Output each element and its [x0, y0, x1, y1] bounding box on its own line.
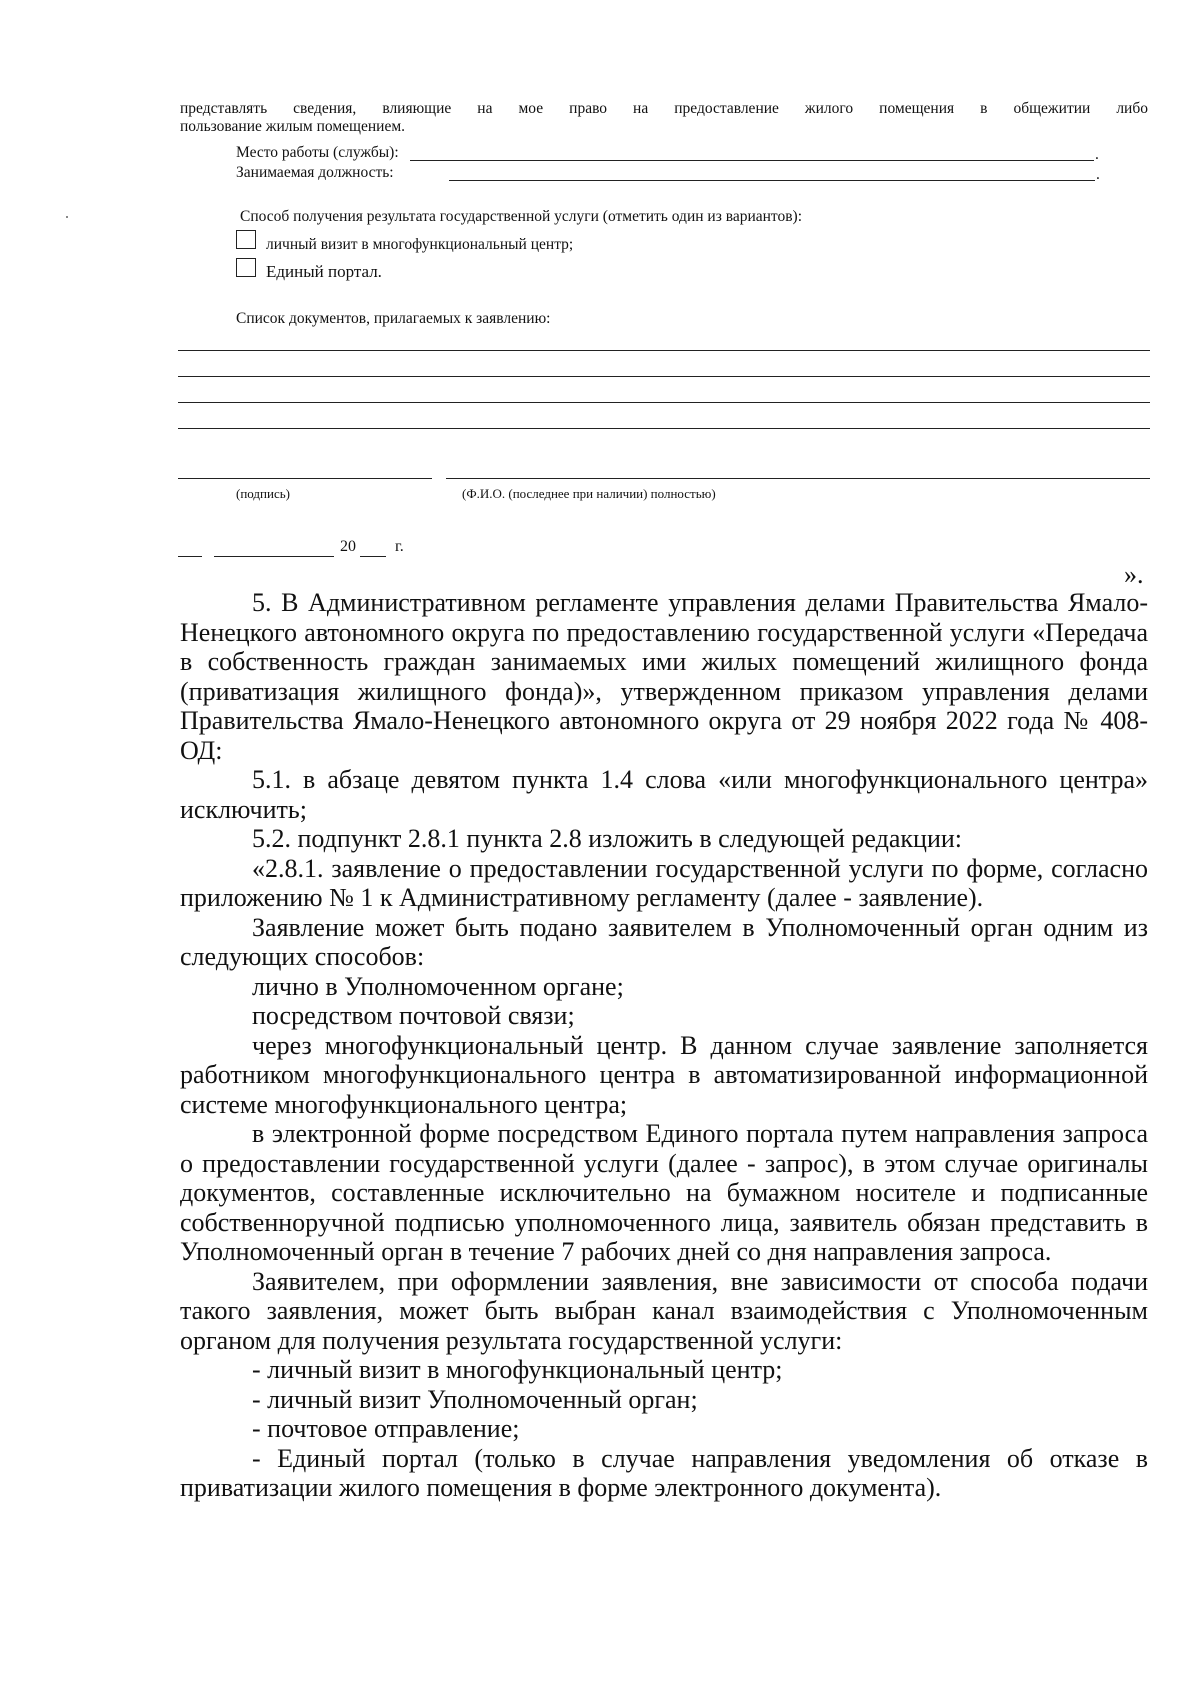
date-suffix: г. [395, 538, 404, 555]
option-portal-label: Единый портал. [266, 262, 382, 281]
form-intro-line2: пользование жилым помещением. [180, 118, 406, 135]
docs-line-3[interactable] [178, 402, 1150, 403]
position-field[interactable] [449, 180, 1095, 181]
list-item-in-person: лично в Уполномоченном органе; [252, 971, 624, 1001]
list-item-post: посредством почтовой связи; [252, 1001, 575, 1030]
list-item-mfc: через многофункциональный центр. В данном случае заявление заполняется работником многофункционального центра в автоматизированной информационной системе многофункционального центра; [180, 1030, 1148, 1119]
fio-label: (Ф.И.О. (последнее при наличии) полностью) [462, 486, 716, 501]
channel-item-authority: - личный визит Уполномоченный орган; [252, 1384, 698, 1414]
paragraph-5-1: 5.1. в абзаце девятом пункта 1.4 слова «или многофункционального центра» исключить; [180, 765, 1148, 824]
portal-checkbox[interactable] [236, 258, 256, 277]
date-year-line[interactable] [360, 556, 386, 557]
position-label: Занимаемая должность: [236, 164, 394, 181]
fio-line[interactable] [446, 478, 1150, 479]
workplace-label: Место работы (службы): [236, 144, 399, 161]
docs-line-1[interactable] [178, 350, 1150, 351]
scan-dot [66, 216, 68, 218]
workplace-end-dot: . [1095, 146, 1099, 163]
form-intro-line1: представлять сведения, влияющие на мое право на предоставление жилого помещения в общежитии либо [180, 100, 1148, 117]
signature-label: (подпись) [236, 486, 290, 501]
position-end-dot: . [1096, 166, 1100, 183]
date-month-line[interactable] [214, 556, 334, 557]
channel-item-portal: - Единый портал (только в случае направления уведомления об отказе в приватизации жилого помещения в форме электронного документа). [180, 1443, 1148, 1502]
paragraph-5: 5. В Административном регламенте управления делами Правительства Ямало-Ненецкого автономного округа по предоставлению государственной услуги «Передача в собственность граждан занимаемых ими жилых помещений жилищного фонда (приватизация жилищного фонда)», утвержденном приказом управления делами Правительства Ямало-Ненецкого автономного округа от 29 ноября 2022 года № 408-ОД: [180, 588, 1148, 765]
channel-item-mfc: - личный визит в многофункциональный центр; [252, 1355, 783, 1384]
paragraph-2-8-1: «2.8.1. заявление о предоставлении государственной услуги по форме, согласно приложению № 1 к Административному регламенту (далее - заявление). [180, 853, 1148, 912]
main-body [180, 588, 1148, 1503]
paragraph-5-2: 5.2. подпункт 2.8.1 пункта 2.8 изложить в следующей редакции: [252, 824, 962, 853]
list-item-electronic: в электронной форме посредством Единого портала путем направления запроса о предоставлении государственной услуги (далее - запрос), в этом случае оригиналы документов, составленные исключительно на бумажном носителе и подписанные собственноручной подписью уполномоченного лица, заявитель обязан представить в Уполномоченный орган в течение 7 рабочих дней со дня направления запроса. [180, 1119, 1148, 1266]
date-day-line[interactable] [178, 556, 202, 557]
docs-heading: Список документов, прилагаемых к заявлению: [236, 310, 551, 327]
visit-checkbox[interactable] [236, 230, 256, 249]
form-intro [180, 100, 1148, 136]
date-year-prefix: 20 [340, 538, 356, 555]
signature-line[interactable] [178, 478, 432, 479]
docs-line-2[interactable] [178, 376, 1150, 377]
workplace-field[interactable] [410, 160, 1094, 161]
channel-item-post: - почтовое отправление; [252, 1414, 520, 1443]
method-heading: Способ получения результата государственной услуги (отметить один из вариантов): [240, 208, 803, 225]
option-visit-label: личный визит в многофункциональный центр; [266, 236, 574, 253]
closing-quote: ». [1124, 560, 1144, 589]
docs-line-4[interactable] [178, 428, 1150, 429]
paragraph-channel: Заявителем, при оформлении заявления, вне зависимости от способа подачи такого заявления, может быть выбран канал взаимодействия с Уполномоченным органом для получения результата государственной услуги: [180, 1266, 1148, 1355]
paragraph-submission-ways: Заявление может быть подано заявителем в Уполномоченный орган одним из следующих способов: [180, 912, 1148, 971]
